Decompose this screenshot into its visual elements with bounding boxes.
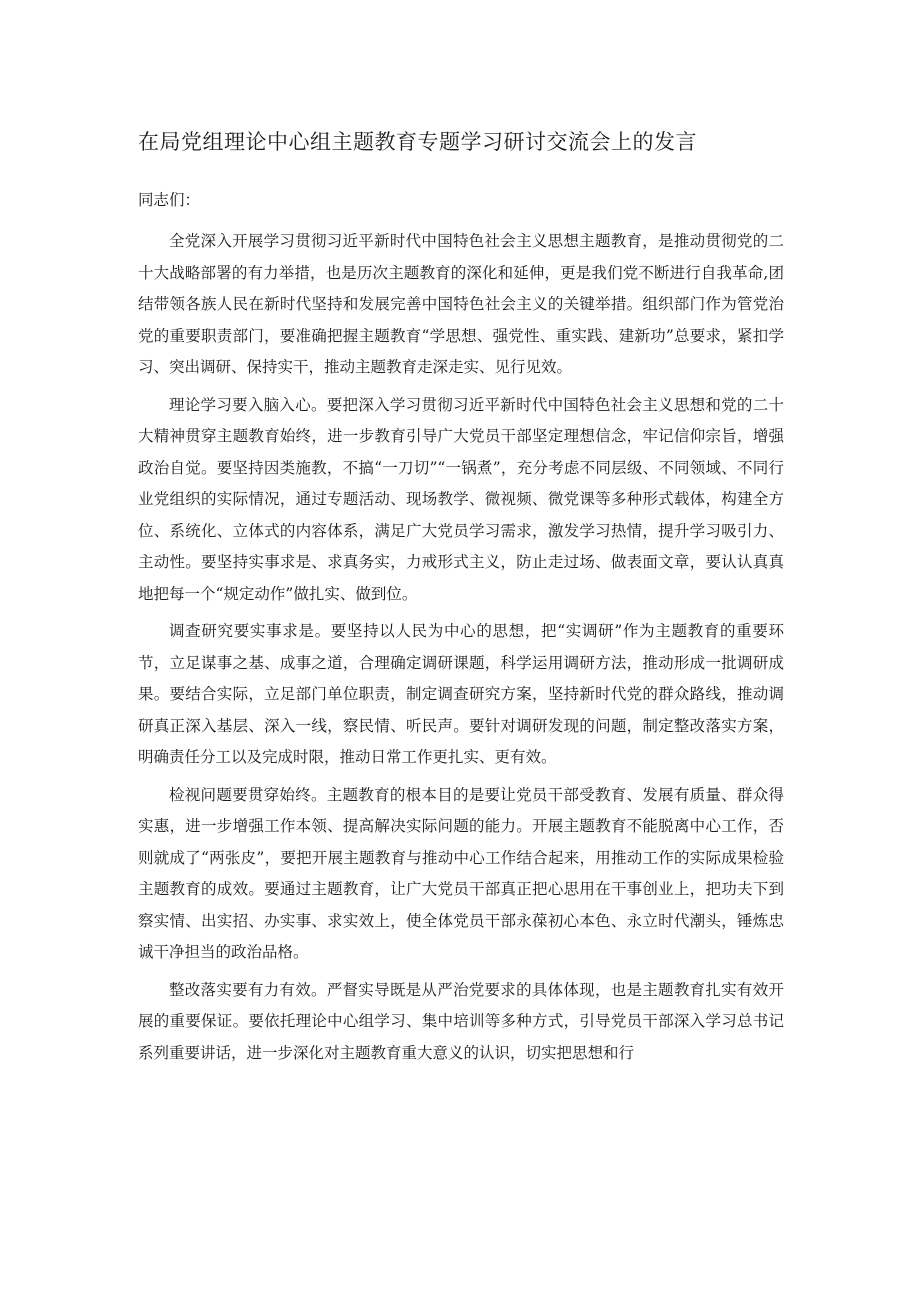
paragraph-problem-review: 检视问题要贯穿始终。主题教育的根本目的是要让党员干部受教育、发展有质量、群众得实惠，进一步增强工作本领、提高解决实际问题的能力。开展主题教育不能脱离中心工作，否则就成了“两张皮”，要把开展主题教育与推动中心工作结合起来，用推动工作的实际成果检验主题教育的成效。要通过主题教育，让广大党员干部真正把心思用在干事创业上，把功夫下到察实情、出实招、办实事、求实效上，使全体党员干部永葆初心本色、永立时代潮头，锤炼忠诚干净担当的政治品格。 (138, 785, 784, 961)
document-body (138, 126, 784, 1069)
paragraph-rectification: 整改落实要有力有效。严督实导既是从严治党要求的具体体现，也是主题教育扎实有效开展的重要保证。要依托理论中心组学习、集中培训等多种方式，引导党员干部深入学习总书记系列重要讲话，进一步深化对主题教育重大意义的认识，切实把思想和行 (138, 980, 784, 1062)
document-title: 在局党组理论中心组主题教育专题学习研讨交流会上的发言 (138, 130, 697, 154)
salutation: 同志们： (138, 191, 201, 209)
paragraph-intro: 全党深入开展学习贯彻习近平新时代中国特色社会主义思想主题教育，是推动贯彻党的二十大战略部署的有力举措，也是历次主题教育的深化和延伸，更是我们党不断进行自我革命,团结带领各族人民在新时代坚持和发展完善中国特色社会主义的关键举措。组织部门作为管党治党的重要职责部门，要准确把握主题教育“学思想、强党性、重实践、建新功”总要求，紧扣学习、突出调研、保持实干，推动主题教育走深走实、见行见效。 (138, 232, 784, 376)
paragraph-theory-study: 理论学习要入脑入心。要把深入学习贯彻习近平新时代中国特色社会主义思想和党的二十大精神贯穿主题教育始终，进一步教育引导广大党员干部坚定理想信念，牢记信仰宗旨，增强政治自觉。要坚持因类施教，不搞“一刀切”“一锅煮”，充分考虑不同层级、不同领域、不同行业党组织的实际情况，通过专题活动、现场教学、微视频、微党课等多种形式载体，构建全方位、系统化、立体式的内容体系，满足广大党员学习需求，激发学习热情，提升学习吸引力、主动性。要坚持实事求是、求真务实，力戒形式主义，防止走过场、做表面文章，要认认真真地把每一个“规定动作”做扎实、做到位。 (138, 395, 784, 603)
paragraph-research: 调查研究要实事求是。要坚持以人民为中心的思想，把“实调研”作为主题教育的重要环节，立足谋事之基、成事之道，合理确定调研课题，科学运用调研方法，推动形成一批调研成果。要结合实际，立足部门单位职责，制定调查研究方案，坚持新时代党的群众路线，推动调研真正深入基层、深入一线，察民情、听民声。要针对调研发现的问题，制定整改落实方案，明确责任分工以及完成时限，推动日常工作更扎实、更有效。 (138, 622, 784, 766)
